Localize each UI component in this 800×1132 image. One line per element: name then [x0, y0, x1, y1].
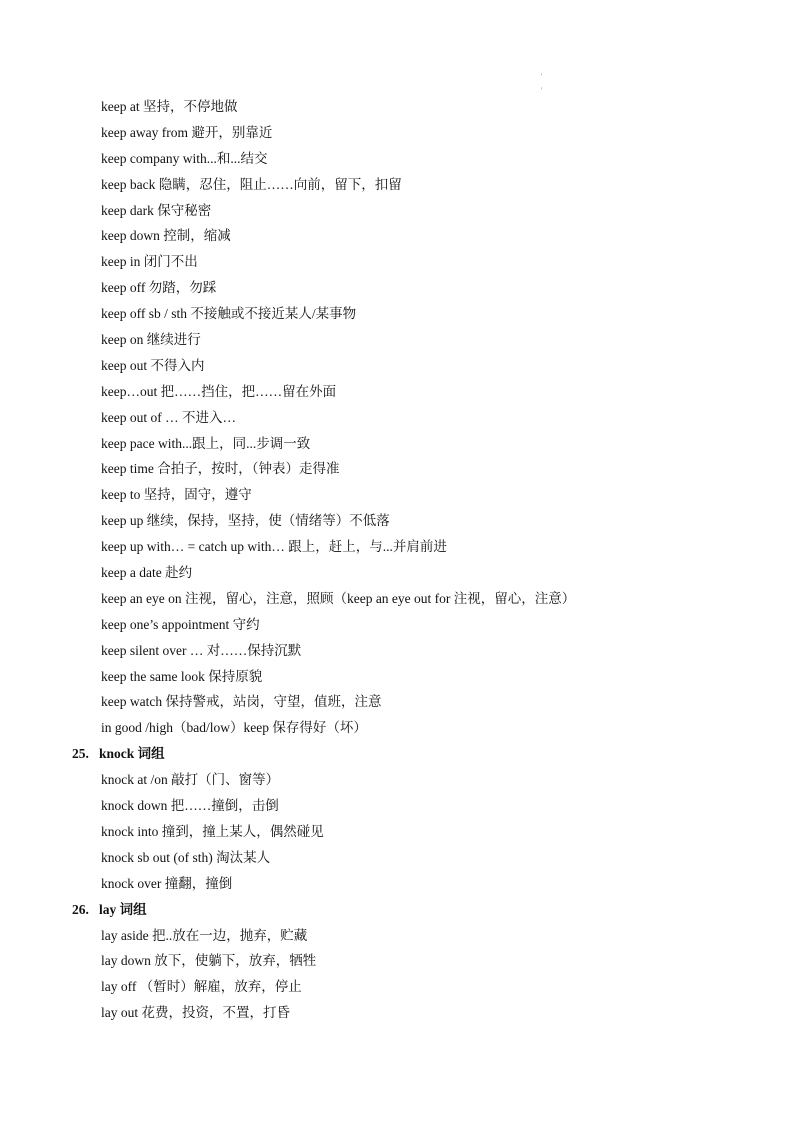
phrase-entry: keep down 控制，缩减	[101, 228, 231, 244]
section-heading	[0, 897, 800, 923]
phrase-entry: knock at /on 敲打（门、窗等）	[101, 772, 280, 788]
phrase-entry: keep watch 保持警戒，站岗，守望，值班，注意	[101, 694, 382, 710]
phrase-entry: keep company with...和...结交	[101, 150, 268, 166]
phrase-entry: keep a date 赴约	[101, 565, 193, 581]
phrase-entry: keep dark 保守秘密	[101, 202, 212, 218]
phrase-entry: keep out 不得入内	[101, 357, 205, 373]
phrase-list	[0, 94, 800, 1026]
phrase-entry: knock sb out (of sth) 淘汰某人	[101, 849, 271, 865]
phrase-entry: keep off 勿踏，勿踩	[101, 280, 217, 296]
phrase-entry: keep on 继续进行	[101, 332, 201, 348]
phrase-entry: lay down 放下，使躺下，放弃，牺牲	[101, 953, 317, 969]
section-heading	[0, 741, 800, 767]
phrase-entry: lay off （暂时）解雇，放弃，停止	[101, 979, 302, 995]
section-number: 26.	[72, 901, 89, 917]
phrase-entry: knock into 撞到，撞上某人，偶然碰见	[101, 823, 324, 839]
phrase-entry: keep off sb / sth 不接触或不接近某人/某事物	[101, 306, 357, 322]
phrase-entry: lay aside 把..放在一边，抛弃，贮藏	[101, 927, 308, 943]
corner-mark: '	[541, 86, 543, 95]
corner-mark: '	[541, 72, 543, 81]
phrase-entry: keep the same look 保持原貌	[101, 668, 263, 684]
phrase-entry: keep…out 把……挡住，把……留在外面	[101, 383, 337, 399]
phrase-entry: keep up with… = catch up with… 跟上，赶上，与...并肩前进	[101, 539, 447, 555]
phrase-entry: keep time 合拍子，按时，（钟表）走得准	[101, 461, 340, 477]
phrase-entry: keep at 坚持，不停地做	[101, 99, 238, 114]
phrase-entry: knock down 把……撞倒，击倒	[101, 798, 279, 814]
section-title: knock 词组	[99, 746, 165, 762]
phrase-entry: keep in 闭门不出	[101, 254, 198, 270]
phrase-entry: keep back 隐瞒，忍住，阻止……向前，留下，扣留	[101, 176, 402, 192]
section-title: lay 词组	[99, 901, 147, 917]
phrase-entry: keep to 坚持，固守，遵守	[101, 487, 252, 503]
phrase-entry: keep silent over … 对……保持沉默	[101, 642, 302, 658]
phrase-entry: lay out 花费，投资，不置，打昏	[101, 1005, 290, 1021]
phrase-entry: knock over 撞翻，撞倒	[101, 875, 233, 891]
phrase-entry: keep away from 避开，别靠近	[101, 124, 273, 140]
phrase-entry: keep one’s appointment 守约	[101, 616, 260, 632]
phrase-entry: keep out of … 不进入…	[101, 409, 236, 425]
section-number: 25.	[72, 746, 89, 762]
phrase-entry: keep an eye on 注视，留心，注意，照顾（keep an eye out for 注视，留心，注意）	[101, 590, 576, 606]
phrase-entry: in good /high（bad/low）keep 保存得好（坏）	[101, 720, 367, 736]
phrase-entry: keep pace with...跟上，同...步调一致	[101, 435, 311, 451]
phrase-entry: keep up 继续，保持，坚持，使（情绪等）不低落	[101, 513, 390, 529]
